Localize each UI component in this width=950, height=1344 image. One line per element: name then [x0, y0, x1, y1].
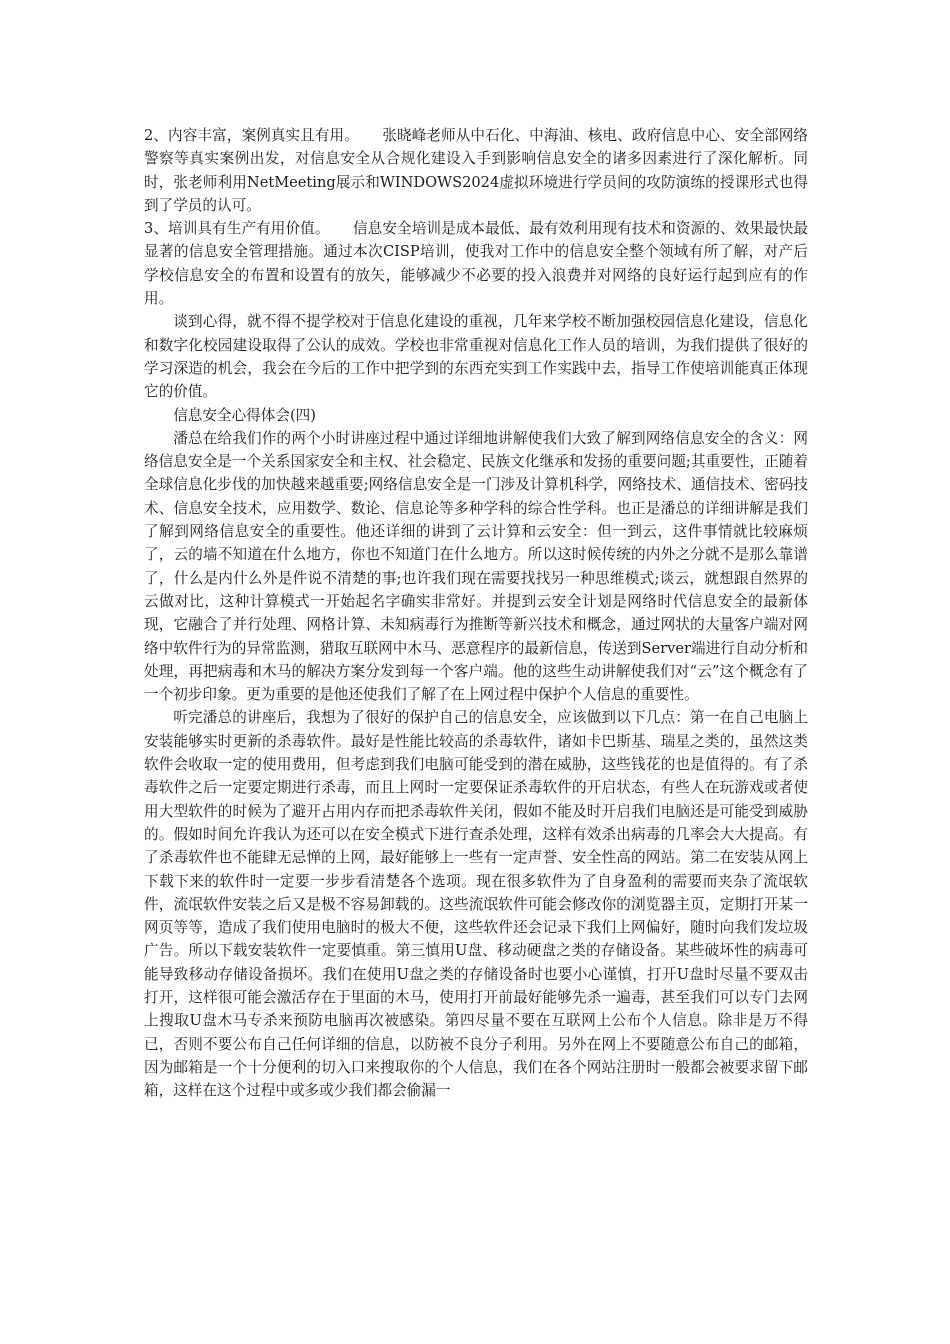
paragraph-text: 张晓峰老师从中石化、中海油、核电、政府信息中心、安全部网络警察等真实案例出发，对信息安全从合规化建设入手到影响信息安全的诸多因素进行了深化解析。同时，张老师利用NetMeeting展示和WINDOWS2024虚拟环境进行学员间的攻防演练的授课形式也得到了学员的认可。 — [144, 127, 808, 214]
paragraph-lead: 2、内容丰富，案例真实且有用。 — [144, 127, 359, 144]
paragraph-protection-tips: 听完潘总的讲座后，我想为了很好的保护自己的信息安全，应该做到以下几点：第一在自己电脑上安装能够实时更新的杀毒软件。最好是性能比较高的杀毒软件，诸如卡巴斯基、瑞星之类的，虽然这类软件会收取一定的使用费用，但考虑到我们电脑可能受到的潜在威胁，这些钱花的也是值得的。有了杀毒软件之后一定要定期进行杀毒，而且上网时一定要保证杀毒软件的开启状态，有些人在玩游戏或者使用大型软件的时候为了避开占用内存而把杀毒软件关闭，假如不能及时开启我们电脑还是可能受到威胁的。假如时间允许我认为还可以在安全模式下进行查杀处理，这样有效杀出病毒的几率会大大提高。有了杀毒软件也不能肆无忌惮的上网，最好能够上一些有一定声誉、安全性高的网站。第二在安装从网上下载下来的软件时一定要一步步看清楚各个选项。现在很多软件为了自身盈利的需要而夹杂了流氓软件，流氓软件安装之后又是极不容易卸载的。这些流氓软件可能会修改你的浏览器主页，定期打开某一网页等等，造成了我们使用电脑时的极大不便，这些软件还会记录下我们上网偏好，随时向我们发垃圾广告。所以下载安装软件一定要慎重。第三慎用U盘、移动硬盘之类的存储设备。某些破坏性的病毒可能导致移动存储设备损坏。我们在使用U盘之类的存储设备时也要小心谨慎，打开U盘时尽量不要双击打开，这样很可能会激活存在于里面的木马，使用打开前最好能够先杀一遍毒，甚至我们可以专门去网上搜取U盘木马专杀来预防电脑再次被感染。第四尽量不要在互联网上公布个人信息。除非是万不得已，否则不要公布自己任何详细的信息，以防被不良分子利用。另外在网上不要随意公布自己的邮箱，因为邮箱是一个十分便利的切入口来搜取你的个人信息，我们在各个网站注册时一般都会被要求留下邮箱，这样在这个过程中或多或少我们都会偷漏一 — [144, 709, 808, 1100]
paragraph-text: 信息安全培训是成本最低、最有效利用现有技术和资源的、效果最快最显著的信息安全管理措施。通过本次CISP培训，使我对工作中的信息安全整个领域有所了解，对产后学校信息安全的布置和设置有的放矢，能够减少不必要的投入浪费并对网络的良好运行起到应有的作用。 — [144, 220, 808, 308]
paragraph-lead: 3、培训具有生产有用价值。 — [144, 220, 330, 238]
paragraph-lecture: 潘总在给我们作的两个小时讲座过程中通过详细地讲解使我们大致了解到网络信息安全的含义：网络信息安全是一个关系国家安全和主权、社会稳定、民族文化继承和发扬的重要问题;其重要性，正随着全球信息化步伐的加快越来越重要;网络信息安全是一门涉及计算机科学，网络技术、通信技术、密码技术、信息安全技术，应用数学、数论、信息论等多种学科的综合性学科。也正是潘总的详细讲解是我们了解到网络信息安全的重要性。他还详细的讲到了云计算和云安全：但一到云，这件事情就比较麻烦了，云的墙不知道在什么地方，你也不知道门在什么地方。所以这时候传统的内外之分就不是那么靠谱了，什么是内什么外是件说不清楚的事;也许我们现在需要找找另一种思维模式;谈云，就想跟自然界的云做对比，这种计算模式一开始起名字确实非常好。并提到云安全计划是网络时代信息安全的最新体现，它融合了并行处理、网格计算、未知病毒行为推断等新兴技术和概念，通过网状的大量客户端对网络中软件行为的异常监测，猎取互联网中木马、恶意程序的最新信息，传送到Server端进行自动分析和处理，再把病毒和木马的解决方案分发到每一个客户端。他的这些生动讲解使我们对“云”这个概念有了一个初步印象。更为重要的是他还使我们了解了在上网过程中保护个人信息的重要性。 — [144, 429, 808, 704]
paragraph-training-value — [144, 217, 808, 310]
document-body — [144, 124, 808, 1102]
paragraph-content-rich — [144, 124, 808, 217]
paragraph-experience: 谈到心得，就不得不提学校对于信息化建设的重视，几年来学校不断加强校园信息化建设，信息化和数字化校园建设取得了公认的成效。学校也非常重视对信息化工作人员的培训，为我们提供了很好的学习深造的机会，我会在今后的工作中把学到的东西充实到工作实践中去，指导工作使培训能真正体现它的价值。 — [144, 313, 808, 401]
section-heading: 信息安全心得体会(四) — [173, 406, 316, 424]
